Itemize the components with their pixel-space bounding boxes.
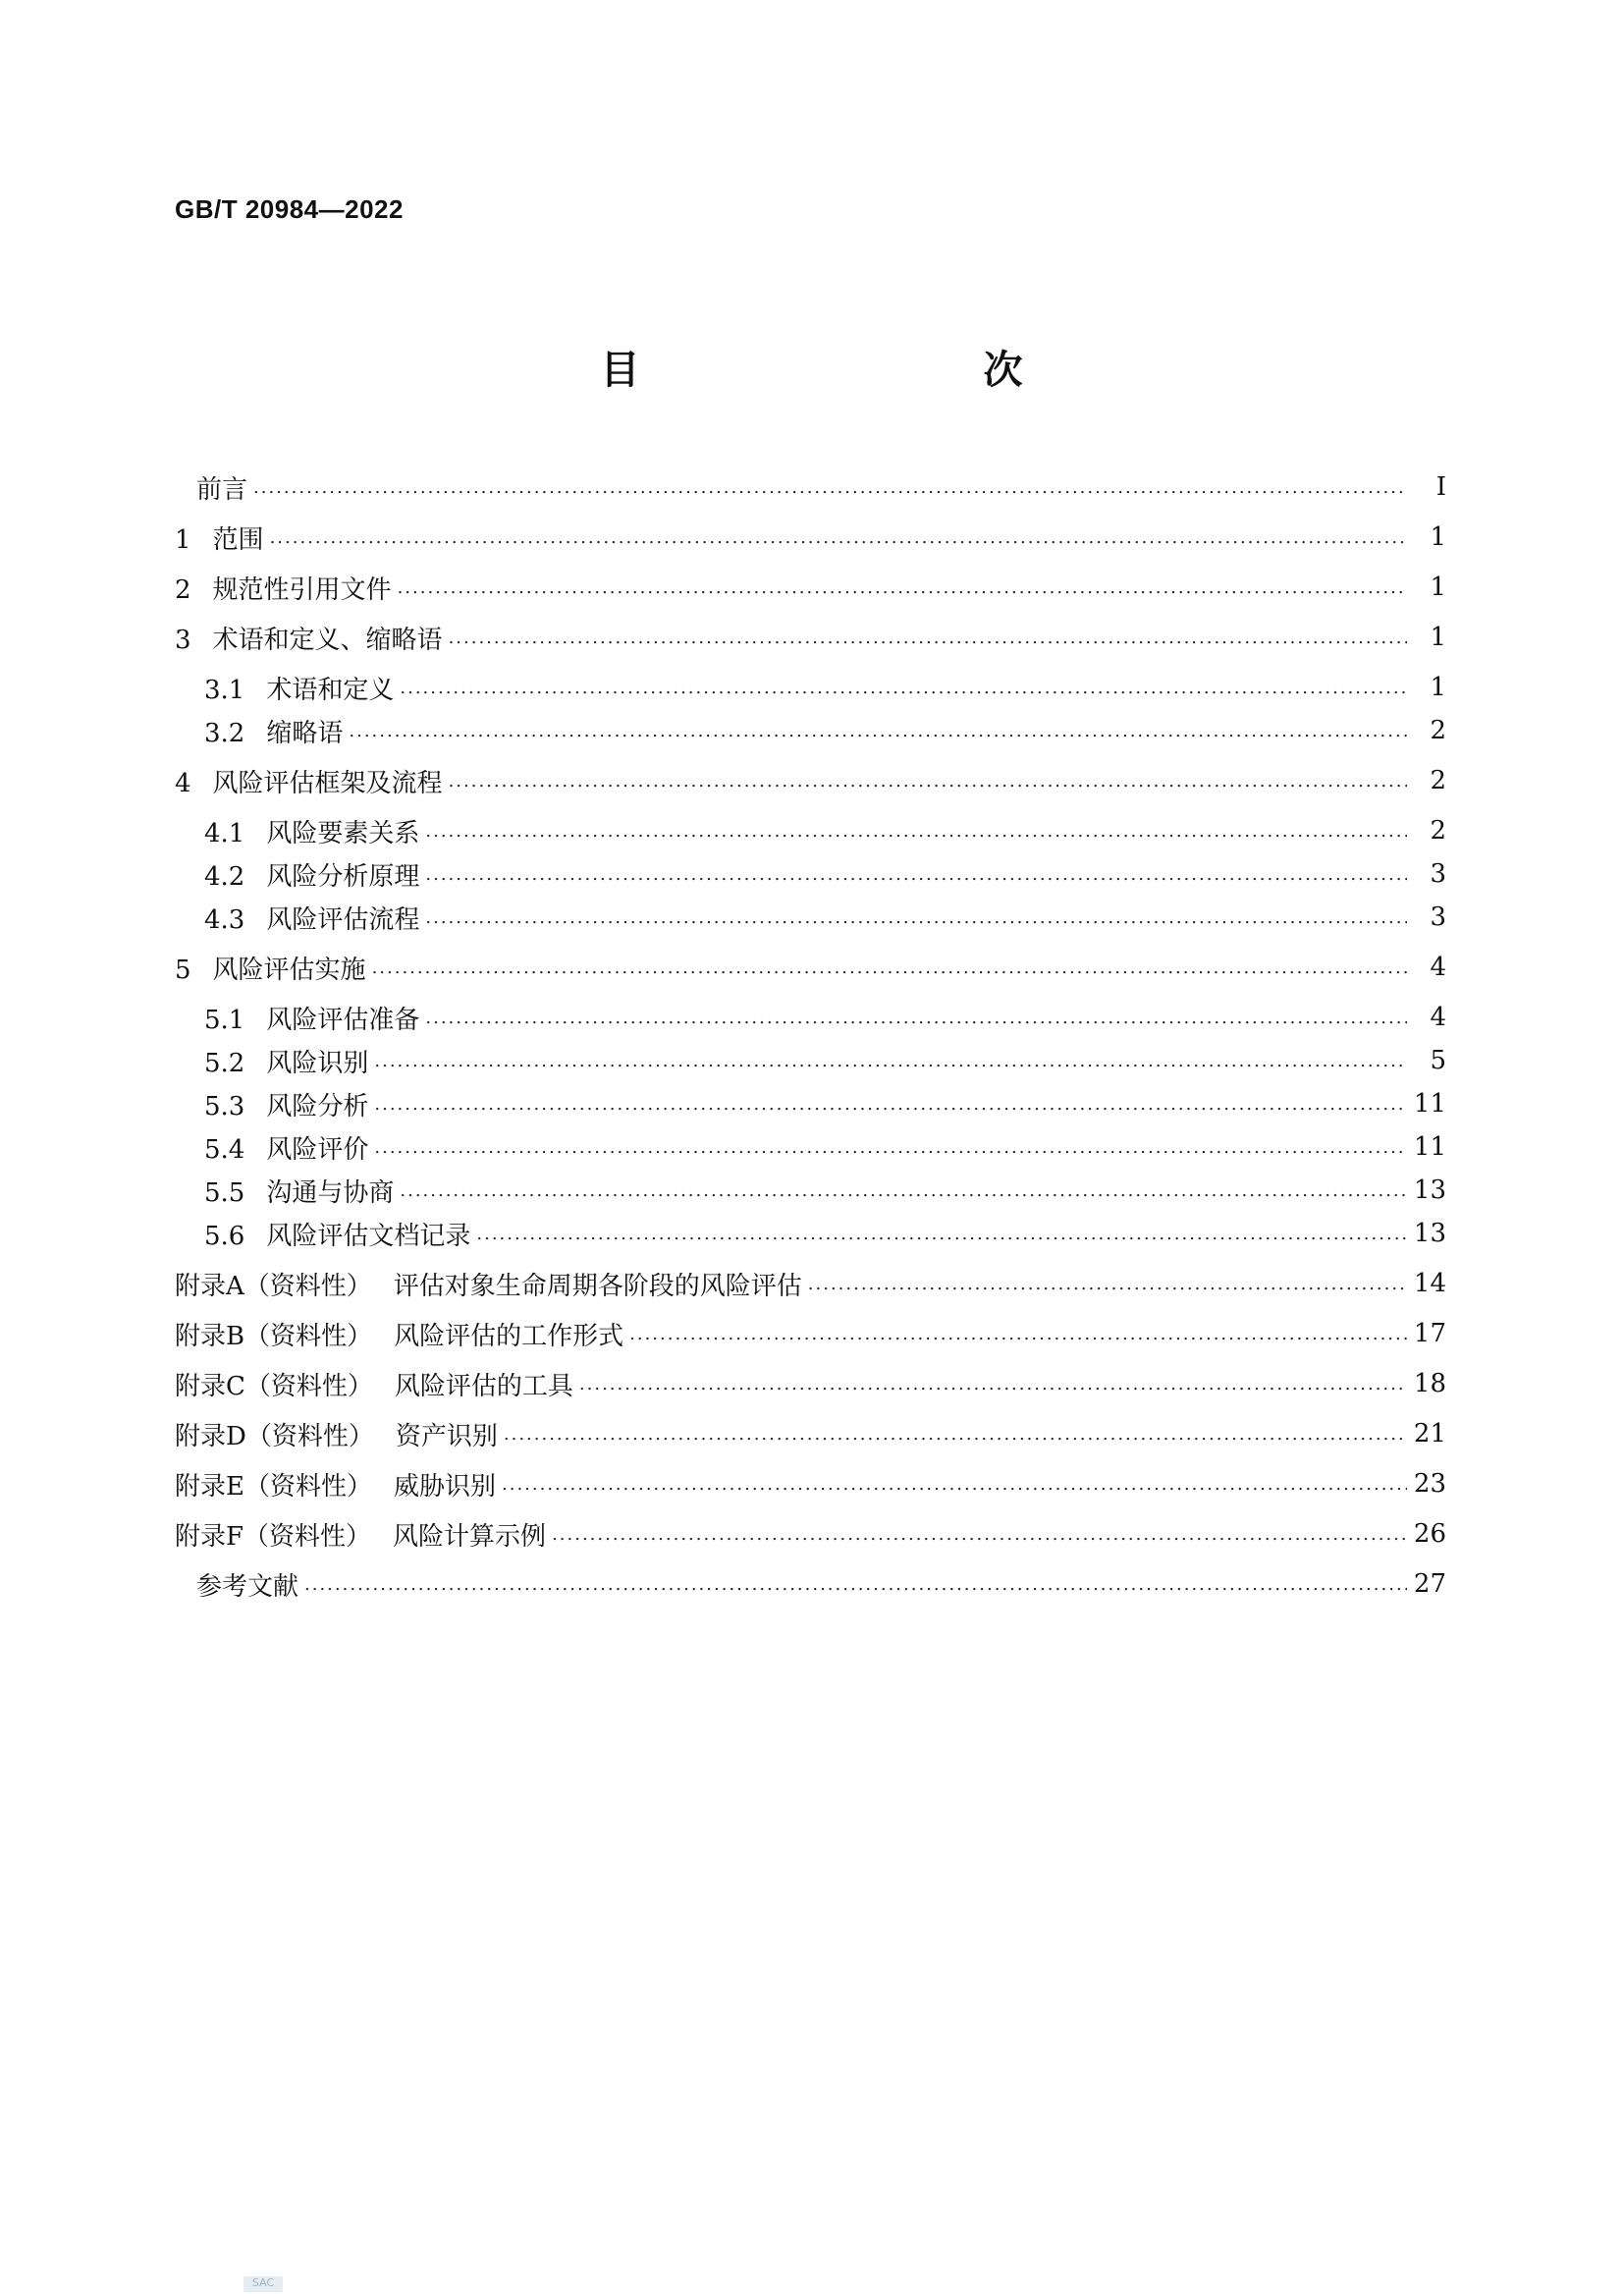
- toc-entry-label: 风险分析: [266, 1091, 369, 1121]
- toc-entry[interactable]: [175, 1266, 1446, 1301]
- toc-entry-number: 附录D（资料性）: [175, 1421, 374, 1451]
- toc-entry-page: 27: [1413, 1569, 1446, 1599]
- toc-entry-number: 5: [175, 955, 191, 985]
- toc-entry-label: 风险评估实施: [212, 955, 366, 985]
- toc-leader-dots: [425, 821, 1407, 842]
- toc-entry[interactable]: [204, 1173, 1446, 1208]
- toc-entry-page: 21: [1413, 1419, 1446, 1449]
- toc-leader-dots: [374, 1137, 1407, 1158]
- toc-entry-label: 威胁识别: [393, 1471, 496, 1502]
- toc-entry-label: 范围: [212, 524, 264, 555]
- toc-leader-dots: [476, 1224, 1407, 1244]
- toc-entry-page: 2: [1430, 766, 1446, 795]
- toc-entry-page: 5: [1430, 1046, 1446, 1075]
- toc-entry-label: 风险评估的工作形式: [394, 1321, 624, 1351]
- toc-leader-dots: [425, 1008, 1407, 1028]
- toc-entry-number: 1: [175, 524, 191, 555]
- toc-entry-page: 3: [1430, 902, 1446, 932]
- toc-entry-number: 3.1: [204, 675, 245, 705]
- toc-entry-page: 2: [1430, 816, 1446, 846]
- toc-entry-page: 26: [1413, 1519, 1446, 1549]
- toc-entry[interactable]: [175, 1516, 1446, 1552]
- toc-leader-dots: [552, 1524, 1407, 1545]
- toc-entry-number: 2: [175, 574, 191, 605]
- toc-entry-number: 5.2: [204, 1048, 245, 1078]
- toc-entry[interactable]: [175, 469, 1446, 505]
- toc-entry[interactable]: [204, 1216, 1446, 1251]
- toc-entry-label: 资产识别: [395, 1421, 498, 1451]
- toc-entry-label: 评估对象生命周期各阶段的风险评估: [393, 1271, 802, 1301]
- toc-leader-dots: [504, 1424, 1407, 1445]
- toc-entry[interactable]: [204, 1086, 1446, 1121]
- toc-entry-number: 附录F（资料性）: [175, 1521, 372, 1552]
- toc-entry-number: 5.5: [204, 1177, 245, 1208]
- toc-entry[interactable]: [204, 856, 1446, 892]
- toc-entry-page: 23: [1413, 1469, 1446, 1499]
- toc-entry-page: 11: [1413, 1132, 1446, 1162]
- toc-entry-page: 17: [1413, 1319, 1446, 1348]
- toc-entry-page: 11: [1413, 1089, 1446, 1119]
- toc-entry-number: 4: [175, 768, 191, 798]
- toc-entry[interactable]: [175, 763, 1446, 798]
- toc-entry-label: 风险分析原理: [266, 861, 420, 892]
- toc-entry[interactable]: [175, 1316, 1446, 1351]
- toc-entry-number: 4.2: [204, 861, 245, 892]
- toc-leader-dots: [349, 721, 1407, 741]
- toc-entry[interactable]: [175, 1416, 1446, 1451]
- toc-entry[interactable]: [204, 900, 1446, 935]
- toc-entry-label: 风险评价: [266, 1134, 369, 1165]
- toc-entry-number: 附录B（资料性）: [175, 1321, 373, 1351]
- toc-entry-number: 附录A（资料性）: [175, 1271, 372, 1301]
- toc-entry[interactable]: [204, 1000, 1446, 1035]
- toc-entry[interactable]: [175, 1466, 1446, 1502]
- toc-entry-label: 风险评估准备: [266, 1005, 420, 1035]
- watermark-logo: SAC: [243, 2276, 283, 2292]
- page-title: 目 次: [600, 348, 1111, 393]
- toc-entry-page: 1: [1430, 522, 1446, 552]
- toc-entry[interactable]: [204, 713, 1446, 748]
- toc-entry[interactable]: [175, 1366, 1446, 1401]
- toc-entry[interactable]: [175, 570, 1446, 605]
- toc-entry-page: 18: [1413, 1369, 1446, 1398]
- toc-entry[interactable]: [175, 620, 1446, 655]
- toc-entry-number: 附录C（资料性）: [175, 1371, 373, 1401]
- toc-entry[interactable]: [204, 1043, 1446, 1078]
- toc-entry-page: 13: [1413, 1175, 1446, 1205]
- toc-entry[interactable]: [175, 519, 1446, 555]
- toc-leader-dots: [372, 957, 1407, 978]
- toc-entry-number: 4.3: [204, 904, 245, 935]
- toc-leader-dots: [270, 527, 1407, 548]
- toc-leader-dots: [374, 1051, 1407, 1071]
- document-id: GB/T 20984—2022: [175, 194, 404, 224]
- toc-entry-label: 风险要素关系: [266, 818, 420, 848]
- toc-leader-dots: [398, 577, 1407, 598]
- toc-entry-label: 风险评估流程: [266, 904, 420, 935]
- toc-entry-label: 缩略语: [266, 718, 344, 748]
- toc-leader-dots: [502, 1474, 1407, 1495]
- toc-entry-number: 5.4: [204, 1134, 245, 1165]
- toc-leader-dots: [629, 1324, 1407, 1344]
- toc-entry-label: 规范性引用文件: [212, 574, 392, 605]
- toc-leader-dots: [425, 907, 1407, 928]
- toc-entry-label: 风险计算示例: [393, 1521, 547, 1552]
- toc-entry-page: 1: [1430, 573, 1446, 602]
- toc-entry-page: 4: [1430, 1003, 1446, 1032]
- toc-entry[interactable]: [204, 813, 1446, 848]
- toc-entry-page: 14: [1413, 1269, 1446, 1298]
- toc-leader-dots: [304, 1574, 1407, 1595]
- toc-leader-dots: [425, 864, 1407, 885]
- toc-entry-label: 风险识别: [266, 1048, 369, 1078]
- toc-entry-page: Ⅰ: [1435, 472, 1446, 502]
- toc-entry[interactable]: [175, 950, 1446, 985]
- toc-leader-dots: [579, 1374, 1407, 1394]
- toc-entry-number: 3.2: [204, 718, 245, 748]
- toc-leader-dots: [449, 771, 1407, 792]
- toc-entry-label: 前言: [196, 474, 248, 505]
- toc-entry-label: 风险评估的工具: [394, 1371, 573, 1401]
- toc-leader-dots: [253, 477, 1407, 498]
- toc-entry-label: 术语和定义、缩略语: [212, 625, 443, 655]
- toc-entry-number: 5.6: [204, 1221, 245, 1251]
- toc-entry-label: 参考文献: [196, 1571, 299, 1602]
- toc-entry-label: 术语和定义: [266, 675, 395, 705]
- toc-leader-dots: [400, 678, 1407, 698]
- toc-entry[interactable]: [204, 1129, 1446, 1165]
- toc-entry-page: 3: [1430, 859, 1446, 889]
- toc-entry-page: 4: [1430, 953, 1446, 982]
- toc-entry-page: 2: [1430, 716, 1446, 745]
- toc-entry-label: 风险评估文档记录: [266, 1221, 471, 1251]
- toc-entry[interactable]: [204, 670, 1446, 705]
- toc-entry-page: 1: [1430, 673, 1446, 702]
- toc-entry-label: 沟通与协商: [266, 1177, 395, 1208]
- toc-entry-number: 5.1: [204, 1005, 245, 1035]
- toc-entry-number: 附录E（资料性）: [175, 1471, 372, 1502]
- toc-entry-label: 风险评估框架及流程: [212, 768, 443, 798]
- toc-leader-dots: [374, 1094, 1407, 1115]
- toc-leader-dots: [808, 1274, 1407, 1294]
- toc-entry-page: 1: [1430, 623, 1446, 652]
- toc-entry-number: 4.1: [204, 818, 245, 848]
- toc-entry[interactable]: [175, 1566, 1446, 1602]
- toc-entry-page: 13: [1413, 1219, 1446, 1248]
- toc-entry-number: 5.3: [204, 1091, 245, 1121]
- toc-leader-dots: [449, 628, 1407, 648]
- toc-entry-number: 3: [175, 625, 191, 655]
- toc-leader-dots: [400, 1180, 1407, 1201]
